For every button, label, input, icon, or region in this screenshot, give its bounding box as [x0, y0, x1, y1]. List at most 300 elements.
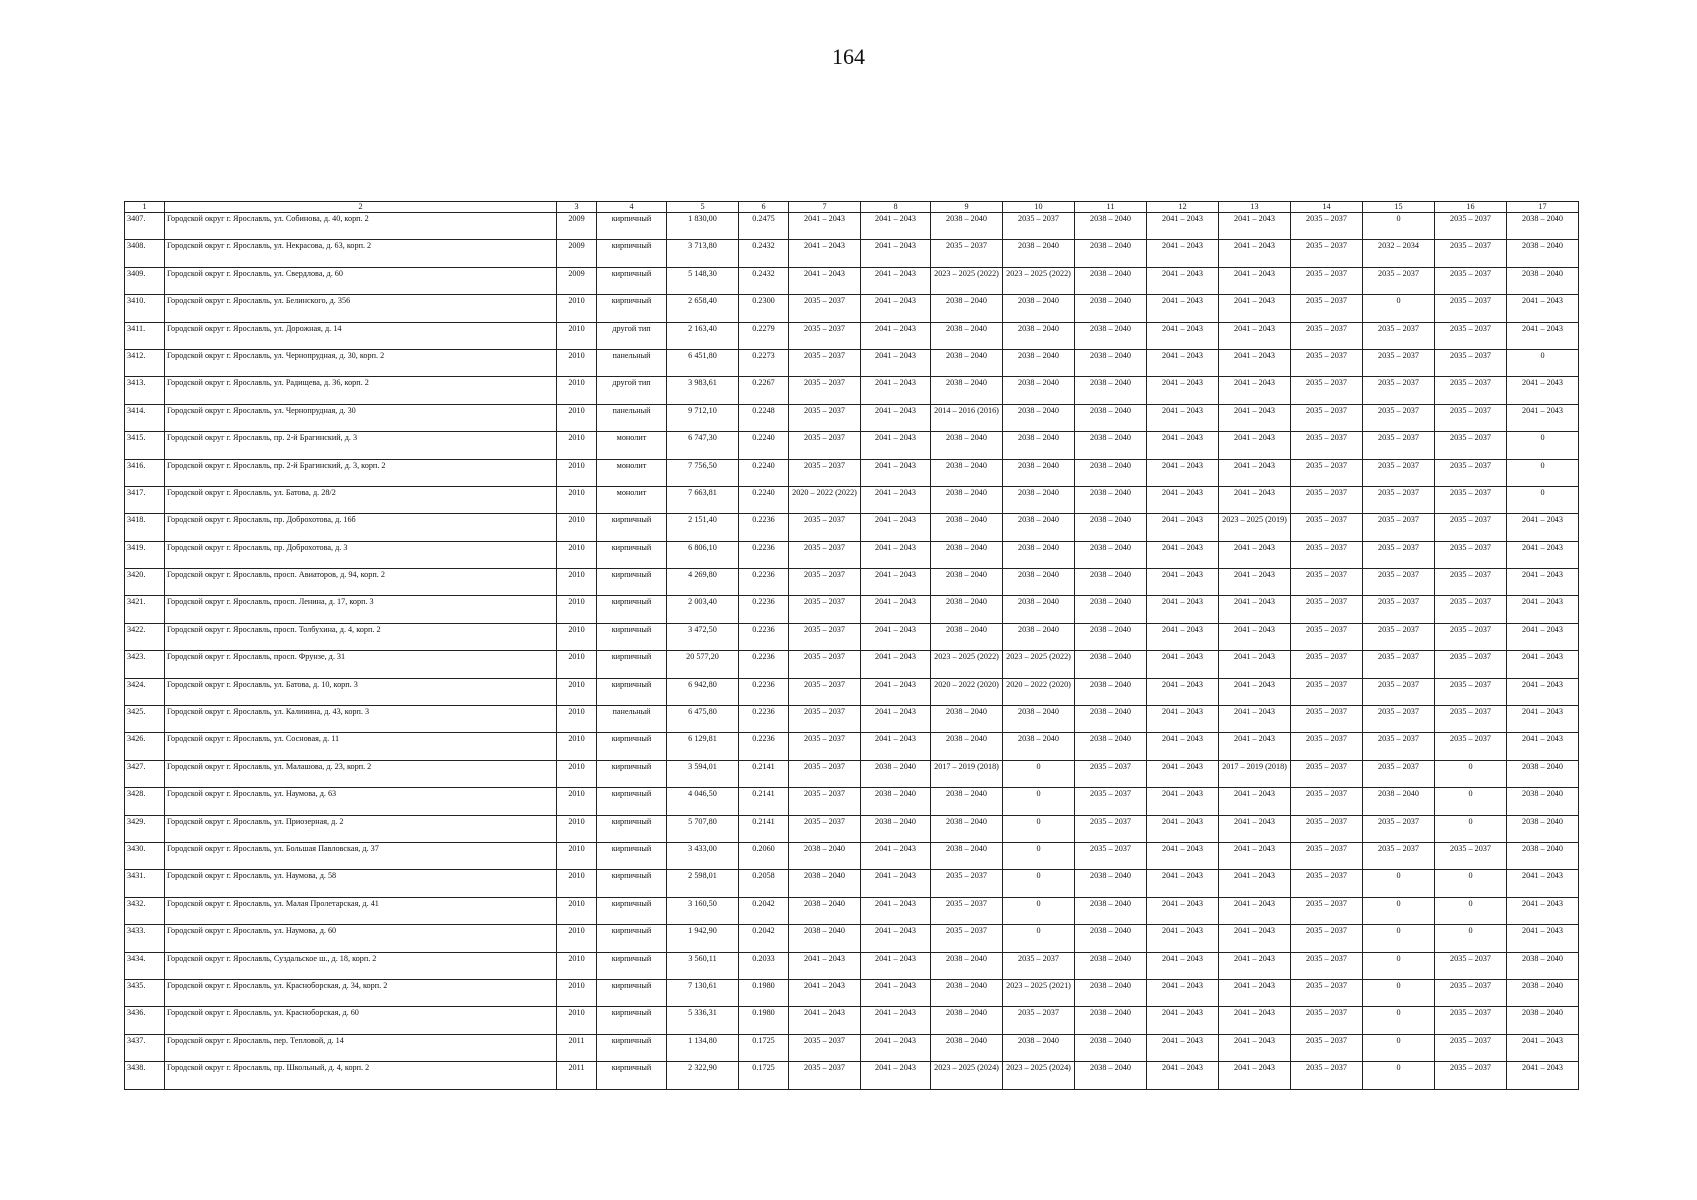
table-cell: 0 [1003, 870, 1075, 897]
table-cell: 2035 – 2037 [1075, 815, 1147, 842]
table-cell: 2038 – 2040 [931, 952, 1003, 979]
table-cell: кирпичный [597, 979, 667, 1006]
table-cell: 2035 – 2037 [789, 706, 861, 733]
table-cell: 2041 – 2043 [1219, 240, 1291, 267]
table-cell: 2035 – 2037 [1291, 788, 1363, 815]
table-cell: 2035 – 2037 [1291, 322, 1363, 349]
table-cell: 0 [1363, 925, 1435, 952]
table-cell: 2041 – 2043 [1147, 569, 1219, 596]
table-cell: 2041 – 2043 [1147, 541, 1219, 568]
table-row [125, 404, 1579, 431]
table-cell: 2038 – 2040 [1075, 349, 1147, 376]
table-cell: 2020 – 2022 (2022) [789, 486, 861, 513]
table-cell: 2035 – 2037 [1435, 678, 1507, 705]
row-number-cell: 3430. [125, 842, 165, 869]
table-row [125, 706, 1579, 733]
table-cell: 0.2141 [739, 788, 789, 815]
column-header: 4 [597, 202, 667, 213]
column-header: 9 [931, 202, 1003, 213]
table-cell: кирпичный [597, 267, 667, 294]
table-cell: 2041 – 2043 [861, 377, 931, 404]
table-cell: 2038 – 2040 [1003, 322, 1075, 349]
table-cell: 2038 – 2040 [1507, 842, 1579, 869]
table-cell: 5 707,80 [667, 815, 739, 842]
table-cell: 2041 – 2043 [1147, 760, 1219, 787]
address-cell: Городской округ г. Ярославль, ул. Батова, д. 10, корп. 3 [165, 678, 557, 705]
table-cell: 2038 – 2040 [1003, 240, 1075, 267]
table-cell: 0.2236 [739, 623, 789, 650]
table-cell: 2038 – 2040 [1075, 486, 1147, 513]
address-cell: Городской округ г. Ярославль, пр. Школьный, д. 4, корп. 2 [165, 1062, 557, 1089]
table-cell: 2038 – 2040 [931, 979, 1003, 1006]
table-cell: 1 134,80 [667, 1034, 739, 1061]
table-cell: 2010 [557, 569, 597, 596]
table-cell: 2041 – 2043 [789, 267, 861, 294]
table-row [125, 1062, 1579, 1089]
table-cell: 2041 – 2043 [1219, 569, 1291, 596]
table-cell: 2035 – 2037 [789, 1062, 861, 1089]
table-cell: 0.2240 [739, 432, 789, 459]
table-cell: 0 [1435, 897, 1507, 924]
table-cell: 0.2240 [739, 459, 789, 486]
table-cell: 2035 – 2037 [789, 322, 861, 349]
table-row [125, 596, 1579, 623]
table-cell: 2035 – 2037 [1363, 486, 1435, 513]
table-cell: 2035 – 2037 [1363, 377, 1435, 404]
table-cell: 2041 – 2043 [1219, 623, 1291, 650]
address-cell: Городской округ г. Ярославль, пр. Доброхотова, д. 16б [165, 514, 557, 541]
table-cell: кирпичный [597, 213, 667, 240]
table-cell: 2038 – 2040 [931, 541, 1003, 568]
table-cell: 2038 – 2040 [1507, 952, 1579, 979]
table-cell: 2 598,01 [667, 870, 739, 897]
table-cell: 0 [1003, 788, 1075, 815]
table-cell: 2041 – 2043 [861, 678, 931, 705]
table-cell: 2035 – 2037 [789, 733, 861, 760]
table-cell: 0.2236 [739, 651, 789, 678]
housing-table-container [124, 201, 1578, 1090]
table-cell: 2035 – 2037 [1435, 733, 1507, 760]
table-row [125, 925, 1579, 952]
table-cell: 7 130,61 [667, 979, 739, 1006]
table-cell: 2023 – 2025 (2022) [931, 651, 1003, 678]
table-cell: 2 151,40 [667, 514, 739, 541]
table-cell: 0 [1435, 760, 1507, 787]
table-cell: 2038 – 2040 [931, 514, 1003, 541]
row-number-cell: 3424. [125, 678, 165, 705]
row-number-cell: 3407. [125, 213, 165, 240]
table-cell: 2041 – 2043 [1507, 897, 1579, 924]
table-cell: 2041 – 2043 [861, 486, 931, 513]
table-cell: кирпичный [597, 596, 667, 623]
table-cell: 2038 – 2040 [1003, 596, 1075, 623]
table-cell: 0.2300 [739, 295, 789, 322]
row-number-cell: 3437. [125, 1034, 165, 1061]
table-cell: 2035 – 2037 [1291, 486, 1363, 513]
table-cell: 2041 – 2043 [789, 213, 861, 240]
table-cell: 0 [1363, 897, 1435, 924]
table-cell: 2038 – 2040 [1003, 404, 1075, 431]
table-cell: 2038 – 2040 [789, 870, 861, 897]
column-header: 2 [165, 202, 557, 213]
table-cell: 2010 [557, 459, 597, 486]
table-cell: кирпичный [597, 678, 667, 705]
table-cell: 2041 – 2043 [1219, 404, 1291, 431]
row-number-cell: 3417. [125, 486, 165, 513]
table-row [125, 623, 1579, 650]
table-cell: 2035 – 2037 [1363, 596, 1435, 623]
table-cell: 2010 [557, 623, 597, 650]
column-header: 1 [125, 202, 165, 213]
table-cell: 0.2432 [739, 267, 789, 294]
table-cell: 2038 – 2040 [1075, 432, 1147, 459]
table-row [125, 541, 1579, 568]
table-cell: 2020 – 2022 (2020) [931, 678, 1003, 705]
table-cell: 0 [1507, 349, 1579, 376]
table-cell: 2010 [557, 541, 597, 568]
table-cell: 2035 – 2037 [1291, 377, 1363, 404]
table-cell: 2035 – 2037 [1291, 1062, 1363, 1089]
table-cell: 2038 – 2040 [931, 569, 1003, 596]
table-cell: 2011 [557, 1034, 597, 1061]
table-cell: 2038 – 2040 [1507, 979, 1579, 1006]
table-cell: 0 [1435, 815, 1507, 842]
table-cell: 0 [1363, 870, 1435, 897]
table-cell: 0.2273 [739, 349, 789, 376]
table-cell: 2035 – 2037 [1435, 295, 1507, 322]
table-cell: кирпичный [597, 788, 667, 815]
address-cell: Городской округ г. Ярославль, ул. Калинина, д. 43, корп. 3 [165, 706, 557, 733]
table-cell: 2041 – 2043 [1147, 240, 1219, 267]
address-cell: Городской округ г. Ярославль, ул. Малая Пролетарская, д. 41 [165, 897, 557, 924]
row-number-cell: 3425. [125, 706, 165, 733]
table-cell: 2035 – 2037 [1435, 404, 1507, 431]
table-cell: 0.2236 [739, 733, 789, 760]
table-cell: 2038 – 2040 [1075, 541, 1147, 568]
table-cell: 2038 – 2040 [1075, 651, 1147, 678]
table-cell: 2035 – 2037 [1291, 459, 1363, 486]
table-cell: 2035 – 2037 [1003, 952, 1075, 979]
table-row [125, 267, 1579, 294]
table-cell: 2041 – 2043 [1147, 322, 1219, 349]
table-cell: 2038 – 2040 [1075, 952, 1147, 979]
table-cell: 2010 [557, 651, 597, 678]
table-cell: 2009 [557, 240, 597, 267]
table-cell: 2038 – 2040 [1363, 788, 1435, 815]
row-number-cell: 3433. [125, 925, 165, 952]
table-cell: 2041 – 2043 [1147, 432, 1219, 459]
table-cell: 2038 – 2040 [1507, 815, 1579, 842]
table-cell: 2 163,40 [667, 322, 739, 349]
table-cell: 2038 – 2040 [1003, 623, 1075, 650]
table-cell: 2041 – 2043 [1219, 870, 1291, 897]
table-cell: 2010 [557, 514, 597, 541]
table-cell: 3 713,80 [667, 240, 739, 267]
table-cell: 2035 – 2037 [931, 897, 1003, 924]
table-cell: 2035 – 2037 [1435, 267, 1507, 294]
table-cell: 0.2058 [739, 870, 789, 897]
table-cell: 0.2042 [739, 897, 789, 924]
table-cell: 2 003,40 [667, 596, 739, 623]
table-cell: 2041 – 2043 [1147, 925, 1219, 952]
row-number-cell: 3426. [125, 733, 165, 760]
table-cell: 2 658,40 [667, 295, 739, 322]
table-cell: 2038 – 2040 [1003, 349, 1075, 376]
table-cell: 2038 – 2040 [931, 459, 1003, 486]
table-cell: 2009 [557, 267, 597, 294]
table-row [125, 952, 1579, 979]
table-cell: 2035 – 2037 [1075, 760, 1147, 787]
table-cell: 2041 – 2043 [861, 541, 931, 568]
table-cell: 2038 – 2040 [1003, 459, 1075, 486]
table-cell: 2010 [557, 925, 597, 952]
table-cell: 2041 – 2043 [1507, 678, 1579, 705]
table-row [125, 678, 1579, 705]
table-cell: 2038 – 2040 [1507, 1007, 1579, 1034]
table-cell: 2041 – 2043 [861, 267, 931, 294]
table-cell: 0.2042 [739, 925, 789, 952]
table-cell: 9 712,10 [667, 404, 739, 431]
table-cell: 2041 – 2043 [1147, 706, 1219, 733]
table-cell: 2041 – 2043 [861, 295, 931, 322]
address-cell: Городской округ г. Ярославль, ул. Большая Павловская, д. 37 [165, 842, 557, 869]
table-cell: 2035 – 2037 [1435, 569, 1507, 596]
table-cell: 2041 – 2043 [1219, 1034, 1291, 1061]
table-row [125, 459, 1579, 486]
row-number-cell: 3435. [125, 979, 165, 1006]
table-cell: 2041 – 2043 [1219, 651, 1291, 678]
table-row [125, 514, 1579, 541]
table-cell: 0 [1363, 1034, 1435, 1061]
address-cell: Городской округ г. Ярославль, ул. Красноборская, д. 34, корп. 2 [165, 979, 557, 1006]
table-cell: 2035 – 2037 [1291, 952, 1363, 979]
column-header: 15 [1363, 202, 1435, 213]
table-cell: 3 472,50 [667, 623, 739, 650]
table-cell: 0.1725 [739, 1034, 789, 1061]
table-cell: 2035 – 2037 [1435, 213, 1507, 240]
table-cell: 0.2240 [739, 486, 789, 513]
table-cell: 2010 [557, 897, 597, 924]
table-cell: 2041 – 2043 [789, 1007, 861, 1034]
table-cell: 2041 – 2043 [1147, 295, 1219, 322]
table-cell: 2041 – 2043 [1219, 925, 1291, 952]
table-cell: 2038 – 2040 [1075, 979, 1147, 1006]
table-cell: 2041 – 2043 [1147, 1007, 1219, 1034]
table-cell: 2009 [557, 213, 597, 240]
table-cell: кирпичный [597, 541, 667, 568]
row-number-cell: 3429. [125, 815, 165, 842]
table-cell: 6 475,80 [667, 706, 739, 733]
table-cell: 0.2060 [739, 842, 789, 869]
table-cell: 2038 – 2040 [931, 733, 1003, 760]
row-number-cell: 3419. [125, 541, 165, 568]
row-number-cell: 3422. [125, 623, 165, 650]
address-cell: Городской округ г. Ярославль, ул. Батова, д. 28/2 [165, 486, 557, 513]
table-cell: 2035 – 2037 [1435, 1007, 1507, 1034]
table-cell: 2035 – 2037 [1291, 432, 1363, 459]
table-cell: 2035 – 2037 [1291, 295, 1363, 322]
table-cell: 0.2248 [739, 404, 789, 431]
table-cell: 2041 – 2043 [1219, 213, 1291, 240]
table-cell: 2041 – 2043 [1507, 514, 1579, 541]
row-number-cell: 3409. [125, 267, 165, 294]
table-cell: 2035 – 2037 [789, 596, 861, 623]
table-cell: 2035 – 2037 [1363, 459, 1435, 486]
table-cell: 2035 – 2037 [1435, 541, 1507, 568]
table-cell: 2041 – 2043 [861, 569, 931, 596]
table-cell: 2041 – 2043 [861, 432, 931, 459]
table-cell: 2035 – 2037 [1435, 486, 1507, 513]
table-cell: 2041 – 2043 [1507, 706, 1579, 733]
table-cell: 2041 – 2043 [861, 514, 931, 541]
table-cell: 0.2432 [739, 240, 789, 267]
table-cell: 2023 – 2025 (2019) [1219, 514, 1291, 541]
table-cell: 2041 – 2043 [1219, 295, 1291, 322]
table-cell: 2038 – 2040 [1075, 706, 1147, 733]
table-cell: 2010 [557, 733, 597, 760]
table-cell: 0.1980 [739, 1007, 789, 1034]
table-cell: 2 322,90 [667, 1062, 739, 1089]
table-cell: 0.2236 [739, 569, 789, 596]
table-cell: монолит [597, 459, 667, 486]
table-cell: 2038 – 2040 [1075, 596, 1147, 623]
row-number-cell: 3410. [125, 295, 165, 322]
table-cell: 2041 – 2043 [1507, 925, 1579, 952]
table-cell: 2020 – 2022 (2020) [1003, 678, 1075, 705]
table-cell: 2035 – 2037 [1363, 404, 1435, 431]
table-cell: 0 [1435, 925, 1507, 952]
table-row [125, 349, 1579, 376]
table-cell: 0 [1435, 788, 1507, 815]
address-cell: Городской округ г. Ярославль, ул. Чернопрудная, д. 30, корп. 2 [165, 349, 557, 376]
table-cell: панельный [597, 349, 667, 376]
table-cell: кирпичный [597, 815, 667, 842]
table-cell: 2041 – 2043 [861, 870, 931, 897]
table-cell: 2035 – 2037 [1291, 623, 1363, 650]
table-cell: 2041 – 2043 [1507, 651, 1579, 678]
table-cell: 2041 – 2043 [1219, 678, 1291, 705]
table-cell: 2038 – 2040 [861, 788, 931, 815]
table-cell: 2010 [557, 377, 597, 404]
table-row [125, 788, 1579, 815]
row-number-cell: 3412. [125, 349, 165, 376]
table-cell: 2038 – 2040 [1075, 377, 1147, 404]
table-cell: кирпичный [597, 623, 667, 650]
table-cell: 2038 – 2040 [931, 213, 1003, 240]
table-cell: 2035 – 2037 [1075, 788, 1147, 815]
table-cell: 2035 – 2037 [1291, 706, 1363, 733]
table-cell: 2038 – 2040 [1075, 240, 1147, 267]
table-cell: 6 806,10 [667, 541, 739, 568]
column-header: 11 [1075, 202, 1147, 213]
table-cell: 3 160,50 [667, 897, 739, 924]
table-cell: 2035 – 2037 [1291, 514, 1363, 541]
table-cell: кирпичный [597, 651, 667, 678]
table-cell: 2038 – 2040 [1507, 760, 1579, 787]
table-cell: 2041 – 2043 [1507, 295, 1579, 322]
table-cell: 2035 – 2037 [1291, 897, 1363, 924]
table-cell: 2035 – 2037 [1363, 432, 1435, 459]
table-cell: 2041 – 2043 [1147, 651, 1219, 678]
table-cell: 2038 – 2040 [1075, 1034, 1147, 1061]
table-cell: другой тип [597, 377, 667, 404]
table-cell: 2035 – 2037 [1363, 678, 1435, 705]
table-cell: 2010 [557, 404, 597, 431]
table-cell: 2010 [557, 870, 597, 897]
address-cell: Городской округ г. Ярославль, ул. Некрасова, д. 63, корп. 2 [165, 240, 557, 267]
table-body [125, 213, 1579, 1090]
table-cell: 2041 – 2043 [1147, 459, 1219, 486]
table-cell: 2041 – 2043 [861, 952, 931, 979]
table-cell: 2023 – 2025 (2022) [1003, 267, 1075, 294]
table-cell: 2041 – 2043 [861, 897, 931, 924]
table-cell: 2035 – 2037 [1435, 842, 1507, 869]
column-header: 6 [739, 202, 789, 213]
table-cell: 2035 – 2037 [1291, 733, 1363, 760]
table-cell: 2014 – 2016 (2016) [931, 404, 1003, 431]
table-cell: 2038 – 2040 [789, 897, 861, 924]
table-cell: 2023 – 2025 (2022) [931, 267, 1003, 294]
table-cell: 2010 [557, 678, 597, 705]
table-cell: 2041 – 2043 [1219, 377, 1291, 404]
table-cell: 2041 – 2043 [1219, 842, 1291, 869]
row-number-cell: 3423. [125, 651, 165, 678]
table-cell: 0 [1363, 979, 1435, 1006]
table-cell: 2035 – 2037 [1435, 322, 1507, 349]
table-cell: 2035 – 2037 [1435, 623, 1507, 650]
table-cell: 2041 – 2043 [1507, 541, 1579, 568]
table-cell: 2041 – 2043 [1219, 596, 1291, 623]
table-cell: 2041 – 2043 [789, 952, 861, 979]
table-cell: 2035 – 2037 [1363, 267, 1435, 294]
table-cell: 0.2236 [739, 514, 789, 541]
table-cell: 2041 – 2043 [1219, 952, 1291, 979]
table-cell: 2035 – 2037 [789, 1034, 861, 1061]
table-cell: 2041 – 2043 [861, 459, 931, 486]
address-cell: Городской округ г. Ярославль, ул. Чернопрудная, д. 30 [165, 404, 557, 431]
table-cell: 2035 – 2037 [1363, 514, 1435, 541]
table-cell: 2035 – 2037 [1291, 651, 1363, 678]
table-cell: 2038 – 2040 [789, 925, 861, 952]
table-cell: 2041 – 2043 [861, 213, 931, 240]
table-cell: 2035 – 2037 [789, 815, 861, 842]
table-cell: 2041 – 2043 [1147, 377, 1219, 404]
table-cell: 2017 – 2019 (2018) [931, 760, 1003, 787]
table-row [125, 295, 1579, 322]
table-cell: 2035 – 2037 [789, 569, 861, 596]
row-number-cell: 3428. [125, 788, 165, 815]
table-cell: 3 433,00 [667, 842, 739, 869]
table-cell: 2035 – 2037 [1291, 678, 1363, 705]
table-cell: 2038 – 2040 [1507, 788, 1579, 815]
table-cell: 2035 – 2037 [789, 459, 861, 486]
table-cell: 2041 – 2043 [1219, 267, 1291, 294]
table-cell: 0 [1003, 925, 1075, 952]
table-cell: 2035 – 2037 [1003, 213, 1075, 240]
table-cell: 2038 – 2040 [1075, 1062, 1147, 1089]
table-cell: 2041 – 2043 [861, 404, 931, 431]
table-cell: 2035 – 2037 [789, 349, 861, 376]
table-cell: 2035 – 2037 [1291, 349, 1363, 376]
table-cell: 2035 – 2037 [789, 377, 861, 404]
table-cell: 2038 – 2040 [1003, 541, 1075, 568]
table-cell: другой тип [597, 322, 667, 349]
table-cell: кирпичный [597, 952, 667, 979]
table-cell: 2038 – 2040 [1003, 514, 1075, 541]
table-cell: 2041 – 2043 [789, 979, 861, 1006]
address-cell: Городской округ г. Ярославль, ул. Свердлова, д. 60 [165, 267, 557, 294]
table-cell: 2038 – 2040 [861, 815, 931, 842]
